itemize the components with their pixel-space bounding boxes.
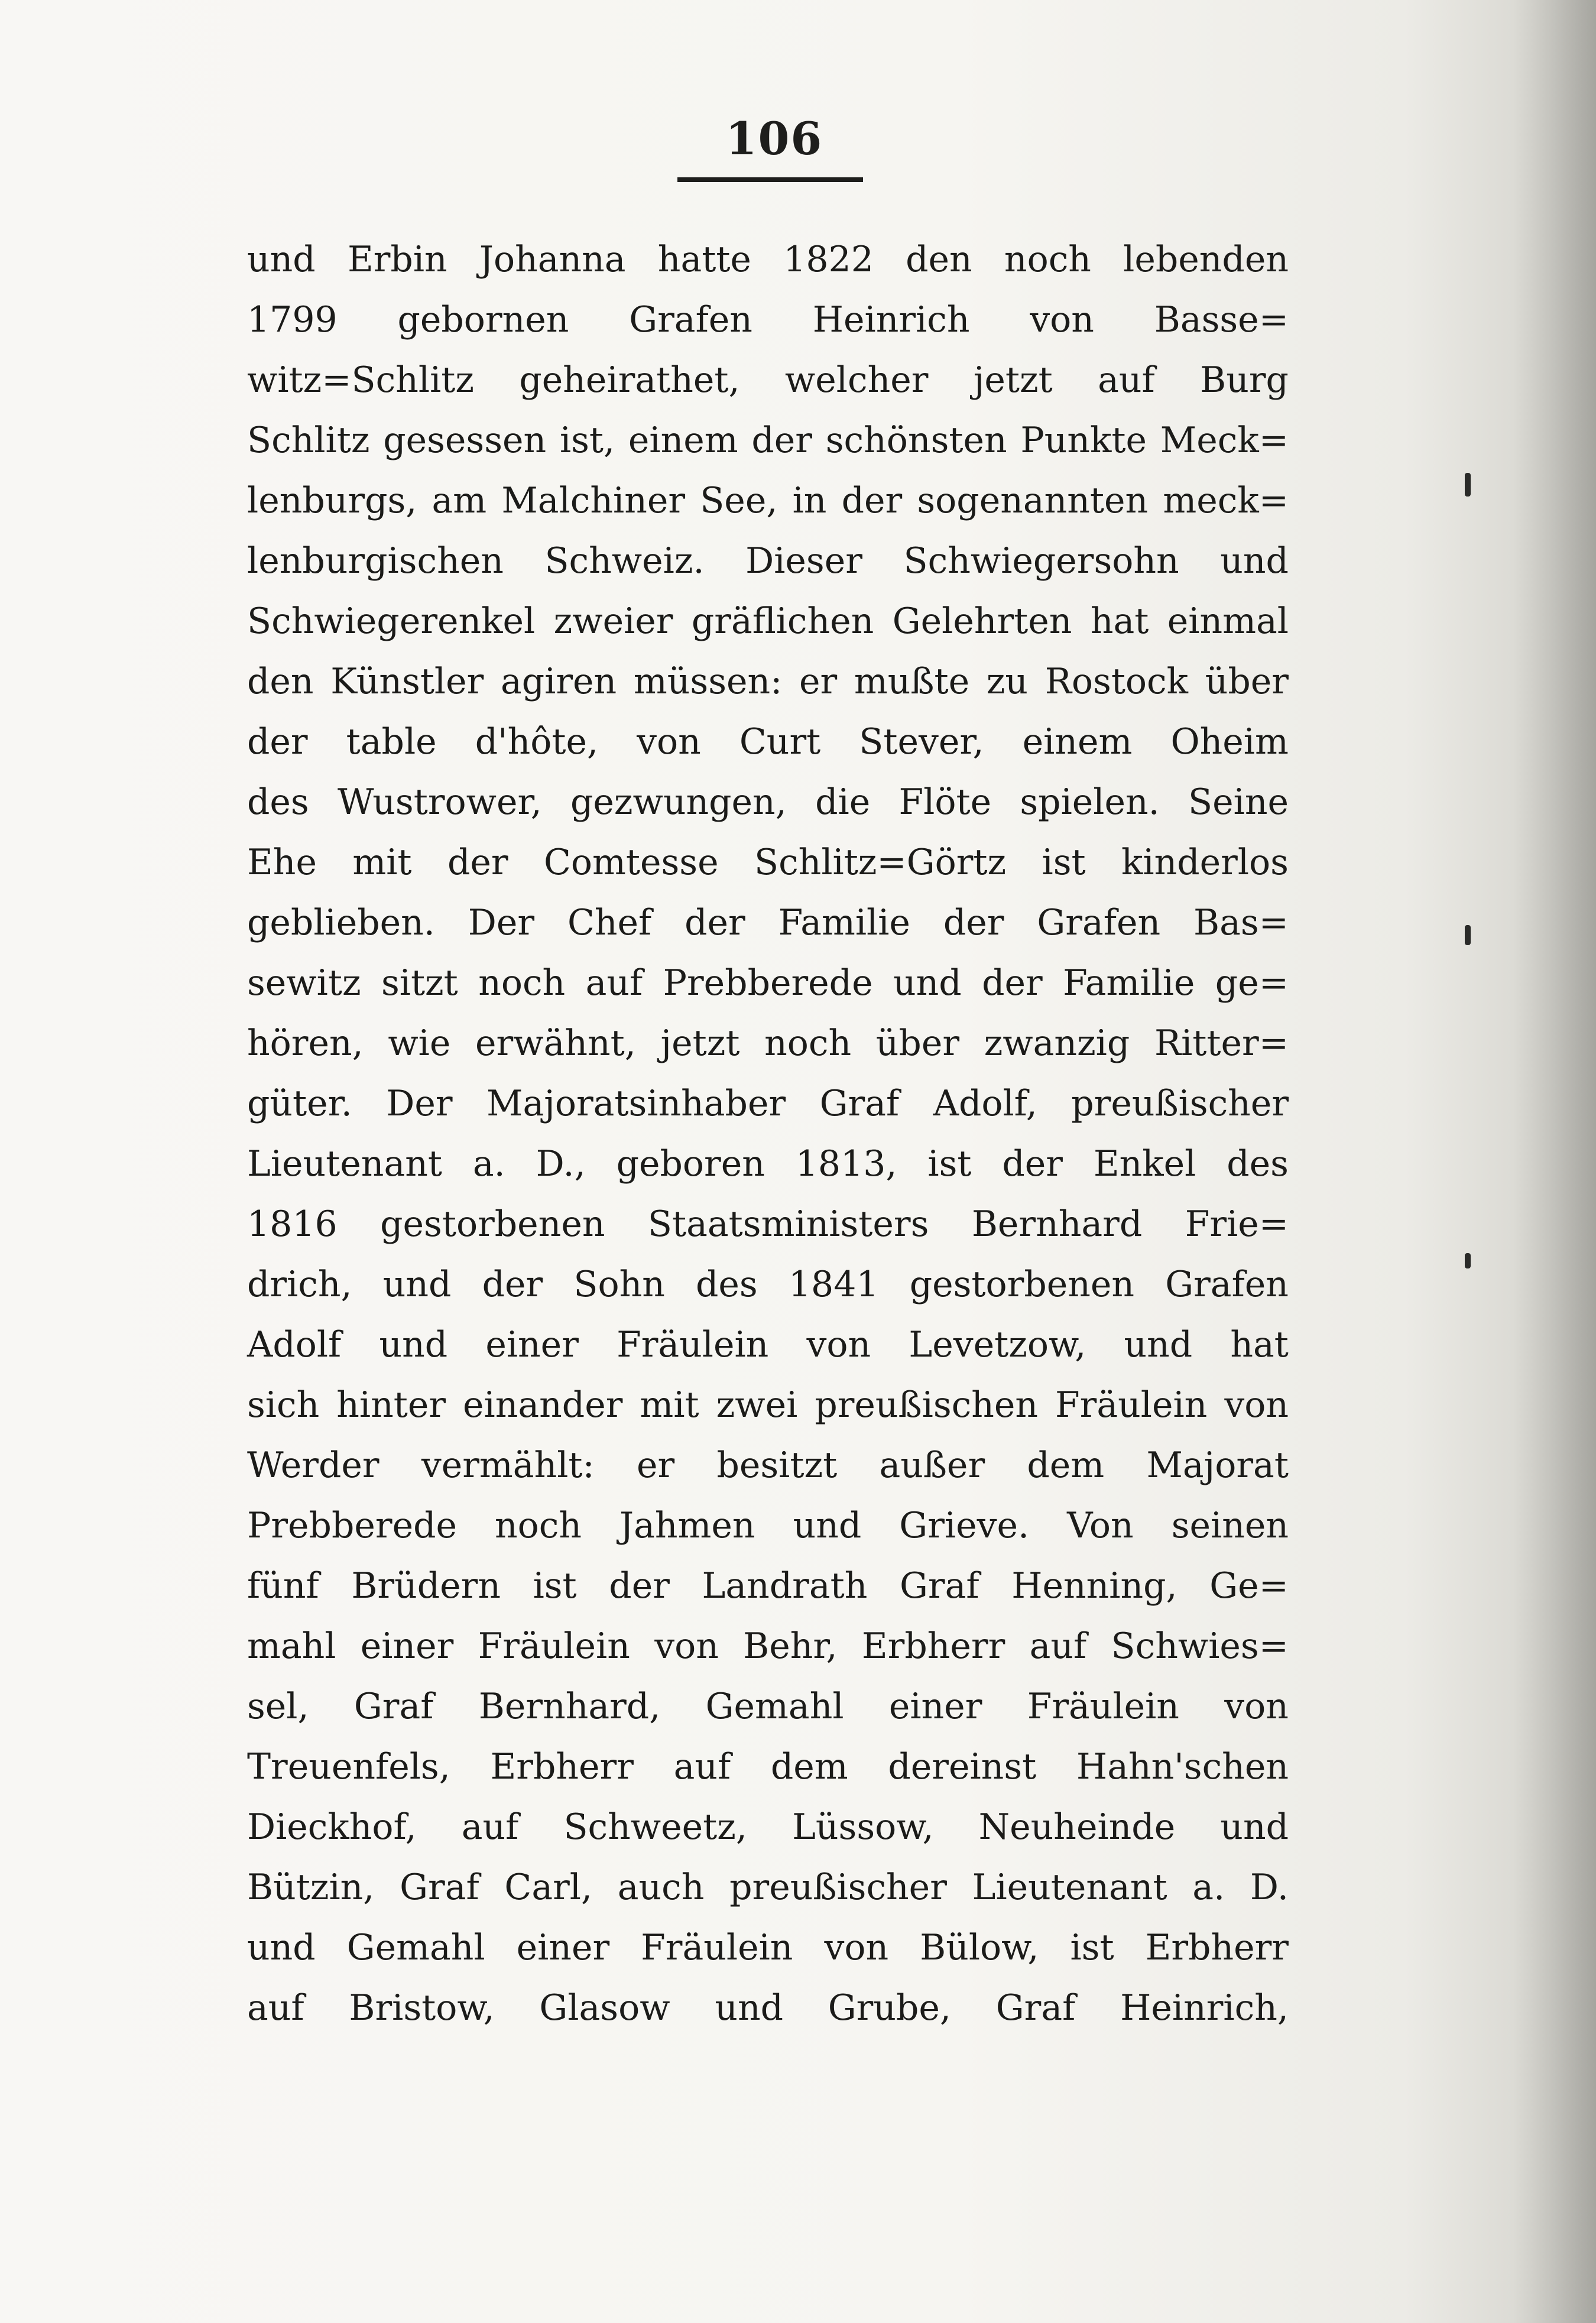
- word: Lieutenant: [972, 1867, 1167, 1908]
- word: Bernhard: [971, 1203, 1143, 1245]
- word: hatte: [657, 239, 751, 280]
- word: über: [875, 1023, 960, 1064]
- word: lenburgs,: [247, 480, 417, 521]
- word: Schweetz,: [563, 1806, 747, 1848]
- word: müssen:: [633, 661, 783, 702]
- word: seinen: [1171, 1505, 1289, 1546]
- word: Bützin,: [247, 1867, 375, 1908]
- word: See,: [700, 480, 778, 521]
- word: mahl: [247, 1626, 336, 1667]
- word: der: [482, 1264, 543, 1305]
- text-line: [247, 893, 1289, 953]
- word: Graf: [819, 1083, 900, 1124]
- word: Der: [468, 902, 535, 943]
- word: jetzt: [973, 359, 1053, 401]
- word: Fräulein: [478, 1626, 630, 1667]
- word: auf: [1098, 359, 1155, 401]
- word: preußischen: [815, 1384, 1039, 1426]
- word: sel,: [247, 1686, 309, 1727]
- word: Bernhard,: [478, 1686, 661, 1727]
- word: einander: [463, 1384, 623, 1426]
- word: über: [1205, 661, 1289, 702]
- text-line: [247, 410, 1289, 471]
- word: hat: [1090, 601, 1149, 642]
- word: Curt: [739, 721, 821, 763]
- word: Majoratsinhaber: [486, 1083, 786, 1124]
- word: Fräulein: [1027, 1686, 1179, 1727]
- word: Erbherr: [1145, 1927, 1289, 1968]
- word: Ehe: [247, 842, 317, 883]
- word: auf: [673, 1746, 731, 1787]
- text-line: [247, 1134, 1289, 1194]
- text-line: [247, 832, 1289, 893]
- page-number: 106: [725, 112, 823, 165]
- word: D.: [1250, 1867, 1289, 1908]
- gutter-shadow: [1513, 0, 1596, 2323]
- edge-mark: [1465, 473, 1471, 497]
- word: gebornen: [397, 299, 569, 340]
- word: a.: [1192, 1867, 1225, 1908]
- word: dem: [1027, 1445, 1105, 1486]
- word: auf: [585, 962, 643, 1004]
- word: von: [1030, 299, 1094, 340]
- word: Malchiner: [501, 480, 686, 521]
- word: Lieutenant: [247, 1143, 442, 1185]
- word: der: [943, 902, 1004, 943]
- text-line: [247, 1495, 1289, 1556]
- text-line: [247, 1435, 1289, 1495]
- word: des: [1227, 1143, 1289, 1185]
- text-line: [247, 1375, 1289, 1435]
- text-line: [247, 290, 1289, 350]
- word: Johanna: [479, 239, 626, 280]
- word: außer: [879, 1445, 985, 1486]
- word: Schweiz.: [544, 540, 705, 582]
- word: sogenannten: [917, 480, 1149, 521]
- word: er: [637, 1445, 675, 1486]
- word: Erbherr: [490, 1746, 634, 1787]
- word: ist: [533, 1565, 577, 1607]
- text-line: [247, 1254, 1289, 1315]
- word: noch: [495, 1505, 582, 1546]
- word: Ritter=: [1154, 1023, 1289, 1064]
- word: am: [432, 480, 487, 521]
- word: der: [609, 1565, 670, 1607]
- word: Treuenfels,: [247, 1746, 450, 1787]
- text-line: [247, 1918, 1289, 1978]
- word: Lüssow,: [792, 1806, 934, 1848]
- text-line: [247, 471, 1289, 531]
- word: Landrath: [702, 1565, 868, 1607]
- word: Grieve.: [899, 1505, 1030, 1546]
- word: Bülow,: [920, 1927, 1039, 1968]
- body-text: [247, 229, 1289, 2038]
- word: geblieben.: [247, 902, 435, 943]
- word: Fräulein: [617, 1324, 769, 1365]
- word: Gemahl: [346, 1927, 485, 1968]
- text-line: [247, 1556, 1289, 1616]
- word: Fräulein: [1055, 1384, 1208, 1426]
- word: Grube,: [828, 1987, 951, 2029]
- word: Graf: [899, 1565, 979, 1607]
- word: 1813,: [795, 1143, 897, 1185]
- word: den: [247, 661, 314, 702]
- word: der: [685, 902, 745, 943]
- text-line: [247, 712, 1289, 772]
- word: auf: [247, 1987, 304, 2029]
- word: und: [1124, 1324, 1193, 1365]
- word: Dieser: [745, 540, 862, 582]
- word: Wustrower,: [338, 781, 542, 823]
- word: Prebberede: [247, 1505, 457, 1546]
- word: 1841: [788, 1264, 879, 1305]
- word: geboren: [616, 1143, 765, 1185]
- word: Familie: [778, 902, 910, 943]
- text-line: [247, 1978, 1289, 2038]
- word: wie: [388, 1023, 451, 1064]
- word: meck=: [1163, 480, 1289, 521]
- word: mit: [640, 1384, 699, 1426]
- word: einmal: [1167, 601, 1289, 642]
- word: Sohn: [573, 1264, 665, 1305]
- word: von: [806, 1324, 871, 1365]
- word: Graf: [400, 1867, 479, 1908]
- word: Erbherr: [861, 1626, 1005, 1667]
- text-line: [247, 229, 1289, 290]
- word: Graf: [353, 1686, 434, 1727]
- word: einer: [485, 1324, 579, 1365]
- word: Neuheinde: [978, 1806, 1176, 1848]
- word: in: [792, 480, 827, 521]
- word: Meck=: [1160, 420, 1289, 461]
- word: der: [982, 962, 1043, 1004]
- word: und: [247, 239, 316, 280]
- word: einem: [1022, 721, 1133, 763]
- word: Künstler: [330, 661, 484, 702]
- word: mußte: [854, 661, 970, 702]
- word: und: [382, 1264, 452, 1305]
- word: Schlitz: [247, 420, 370, 461]
- word: hat: [1230, 1324, 1289, 1365]
- word: Schlitz=Görtz: [754, 842, 1007, 883]
- edge-mark: [1465, 925, 1471, 945]
- word: Adolf: [247, 1324, 342, 1365]
- word: Seine: [1188, 781, 1289, 823]
- word: Behr,: [743, 1626, 838, 1667]
- text-line: [247, 772, 1289, 832]
- word: von: [654, 1626, 719, 1667]
- word: Prebberede: [663, 962, 873, 1004]
- word: Ge=: [1209, 1565, 1289, 1607]
- word: zweier: [553, 601, 673, 642]
- word: Hahn'schen: [1076, 1746, 1289, 1787]
- word: Grafen: [1165, 1264, 1289, 1305]
- word: Werder: [247, 1445, 379, 1486]
- word: 1822: [783, 239, 874, 280]
- word: güter.: [247, 1083, 352, 1124]
- word: Schwiegersohn: [903, 540, 1179, 582]
- text-line: [247, 1194, 1289, 1254]
- word: noch: [1004, 239, 1091, 280]
- word: geheirathet,: [519, 359, 740, 401]
- word: jetzt: [660, 1023, 740, 1064]
- word: auch: [617, 1867, 705, 1908]
- word: und: [379, 1324, 448, 1365]
- word: Der: [386, 1083, 453, 1124]
- word: Flöte: [898, 781, 992, 823]
- word: ge=: [1215, 962, 1289, 1004]
- word: auf: [1029, 1626, 1087, 1667]
- word: und: [893, 962, 962, 1004]
- word: ist: [927, 1143, 972, 1185]
- word: D.,: [536, 1143, 586, 1185]
- word: Henning,: [1011, 1565, 1177, 1607]
- text-line: [247, 1073, 1289, 1134]
- word: der: [751, 420, 812, 461]
- word: Jahmen: [619, 1505, 755, 1546]
- word: 1816: [247, 1203, 338, 1245]
- word: Rostock: [1044, 661, 1189, 702]
- word: den: [906, 239, 972, 280]
- word: von: [637, 721, 701, 763]
- word: Comtesse: [543, 842, 719, 883]
- word: sewitz: [247, 962, 361, 1004]
- word: ist: [1042, 842, 1086, 883]
- word: Basse=: [1154, 299, 1289, 340]
- word: Schwiegerenkel: [247, 601, 536, 642]
- word: Stever,: [859, 721, 984, 763]
- word: preußischer: [1071, 1083, 1289, 1124]
- word: agiren: [500, 661, 617, 702]
- word: Heinrich: [812, 299, 970, 340]
- word: Gelehrten: [892, 601, 1072, 642]
- word: Carl,: [504, 1867, 593, 1908]
- word: gezwungen,: [570, 781, 787, 823]
- word: Gemahl: [705, 1686, 844, 1727]
- word: Heinrich,: [1120, 1987, 1289, 2029]
- word: der: [1002, 1143, 1063, 1185]
- word: der: [247, 721, 308, 763]
- text-line: [247, 591, 1289, 651]
- word: des: [696, 1264, 758, 1305]
- text-line: [247, 1616, 1289, 1676]
- word: gestorbenen: [909, 1264, 1135, 1305]
- word: ist,: [559, 420, 615, 461]
- word: Enkel: [1093, 1143, 1196, 1185]
- word: gräflichen: [691, 601, 874, 642]
- word: welcher: [784, 359, 929, 401]
- word: dem: [770, 1746, 848, 1787]
- word: gesessen: [383, 420, 547, 461]
- word: gestorbenen: [380, 1203, 605, 1245]
- word: und: [793, 1505, 862, 1546]
- word: Chef: [567, 902, 652, 943]
- word: des: [247, 781, 309, 823]
- text-line: [247, 1797, 1289, 1857]
- word: erwähnt,: [475, 1023, 636, 1064]
- word: sich: [247, 1384, 320, 1426]
- edge-mark: [1465, 1253, 1471, 1268]
- word: einem: [628, 420, 738, 461]
- word: sitzt: [381, 962, 458, 1004]
- text-line: [247, 1013, 1289, 1073]
- word: d'hôte,: [475, 721, 599, 763]
- word: noch: [478, 962, 566, 1004]
- word: einer: [516, 1927, 610, 1968]
- word: 1799: [247, 299, 338, 340]
- word: zu: [986, 661, 1029, 702]
- word: der: [841, 480, 903, 521]
- text-line: [247, 953, 1289, 1013]
- word: Erbin: [347, 239, 447, 280]
- text-line: [247, 1737, 1289, 1797]
- text-line: [247, 1676, 1289, 1737]
- word: hinter: [336, 1384, 446, 1426]
- page-number-rule: [677, 177, 863, 182]
- text-line: [247, 531, 1289, 591]
- word: Dieckhof,: [247, 1806, 417, 1848]
- text-line: [247, 1857, 1289, 1918]
- word: hören,: [247, 1023, 364, 1064]
- word: table: [346, 721, 437, 763]
- word: Brüdern: [351, 1565, 501, 1607]
- word: dereinst: [888, 1746, 1037, 1787]
- word: a.: [472, 1143, 505, 1185]
- word: fünf: [247, 1565, 319, 1607]
- word: Glasow: [539, 1987, 670, 2029]
- word: mit: [352, 842, 412, 883]
- word: besitzt: [716, 1445, 838, 1486]
- word: Oheim: [1170, 721, 1289, 763]
- text-line: [247, 350, 1289, 410]
- word: und: [247, 1927, 316, 1968]
- word: schönsten: [825, 420, 1007, 461]
- word: und: [1220, 540, 1289, 582]
- word: die: [815, 781, 871, 823]
- word: von: [1224, 1384, 1289, 1426]
- word: einer: [360, 1626, 454, 1667]
- word: lenburgischen: [247, 540, 504, 582]
- word: kinderlos: [1121, 842, 1289, 883]
- word: Punkte: [1020, 420, 1147, 461]
- word: der: [447, 842, 508, 883]
- word: und: [1220, 1806, 1289, 1848]
- word: vermählt:: [421, 1445, 595, 1486]
- word: ist: [1070, 1927, 1114, 1968]
- word: spielen.: [1020, 781, 1160, 823]
- word: zwanzig: [984, 1023, 1130, 1064]
- word: Fräulein: [641, 1927, 793, 1968]
- word: Majorat: [1146, 1445, 1289, 1486]
- word: Bristow,: [349, 1987, 495, 2029]
- word: Levetzow,: [909, 1324, 1086, 1365]
- text-line: [247, 651, 1289, 712]
- word: einer: [888, 1686, 982, 1727]
- word: auf: [461, 1806, 519, 1848]
- text-line: [247, 1315, 1289, 1375]
- word: zwei: [716, 1384, 798, 1426]
- word: er: [799, 661, 838, 702]
- word: lebenden: [1123, 239, 1289, 280]
- word: Grafen: [629, 299, 752, 340]
- word: Staatsministers: [647, 1203, 929, 1245]
- word: preußischer: [729, 1867, 947, 1908]
- word: und: [715, 1987, 784, 2029]
- word: Frie=: [1185, 1203, 1289, 1245]
- word: Von: [1067, 1505, 1134, 1546]
- word: Familie: [1063, 962, 1195, 1004]
- word: Adolf,: [933, 1083, 1037, 1124]
- word: Graf: [995, 1987, 1076, 2029]
- word: Schwies=: [1111, 1626, 1289, 1667]
- word: witz=Schlitz: [247, 359, 474, 401]
- word: Grafen: [1037, 902, 1161, 943]
- word: von: [1224, 1686, 1289, 1727]
- word: drich,: [247, 1264, 352, 1305]
- word: Burg: [1200, 359, 1289, 401]
- word: von: [824, 1927, 889, 1968]
- word: Bas=: [1193, 902, 1289, 943]
- word: noch: [764, 1023, 852, 1064]
